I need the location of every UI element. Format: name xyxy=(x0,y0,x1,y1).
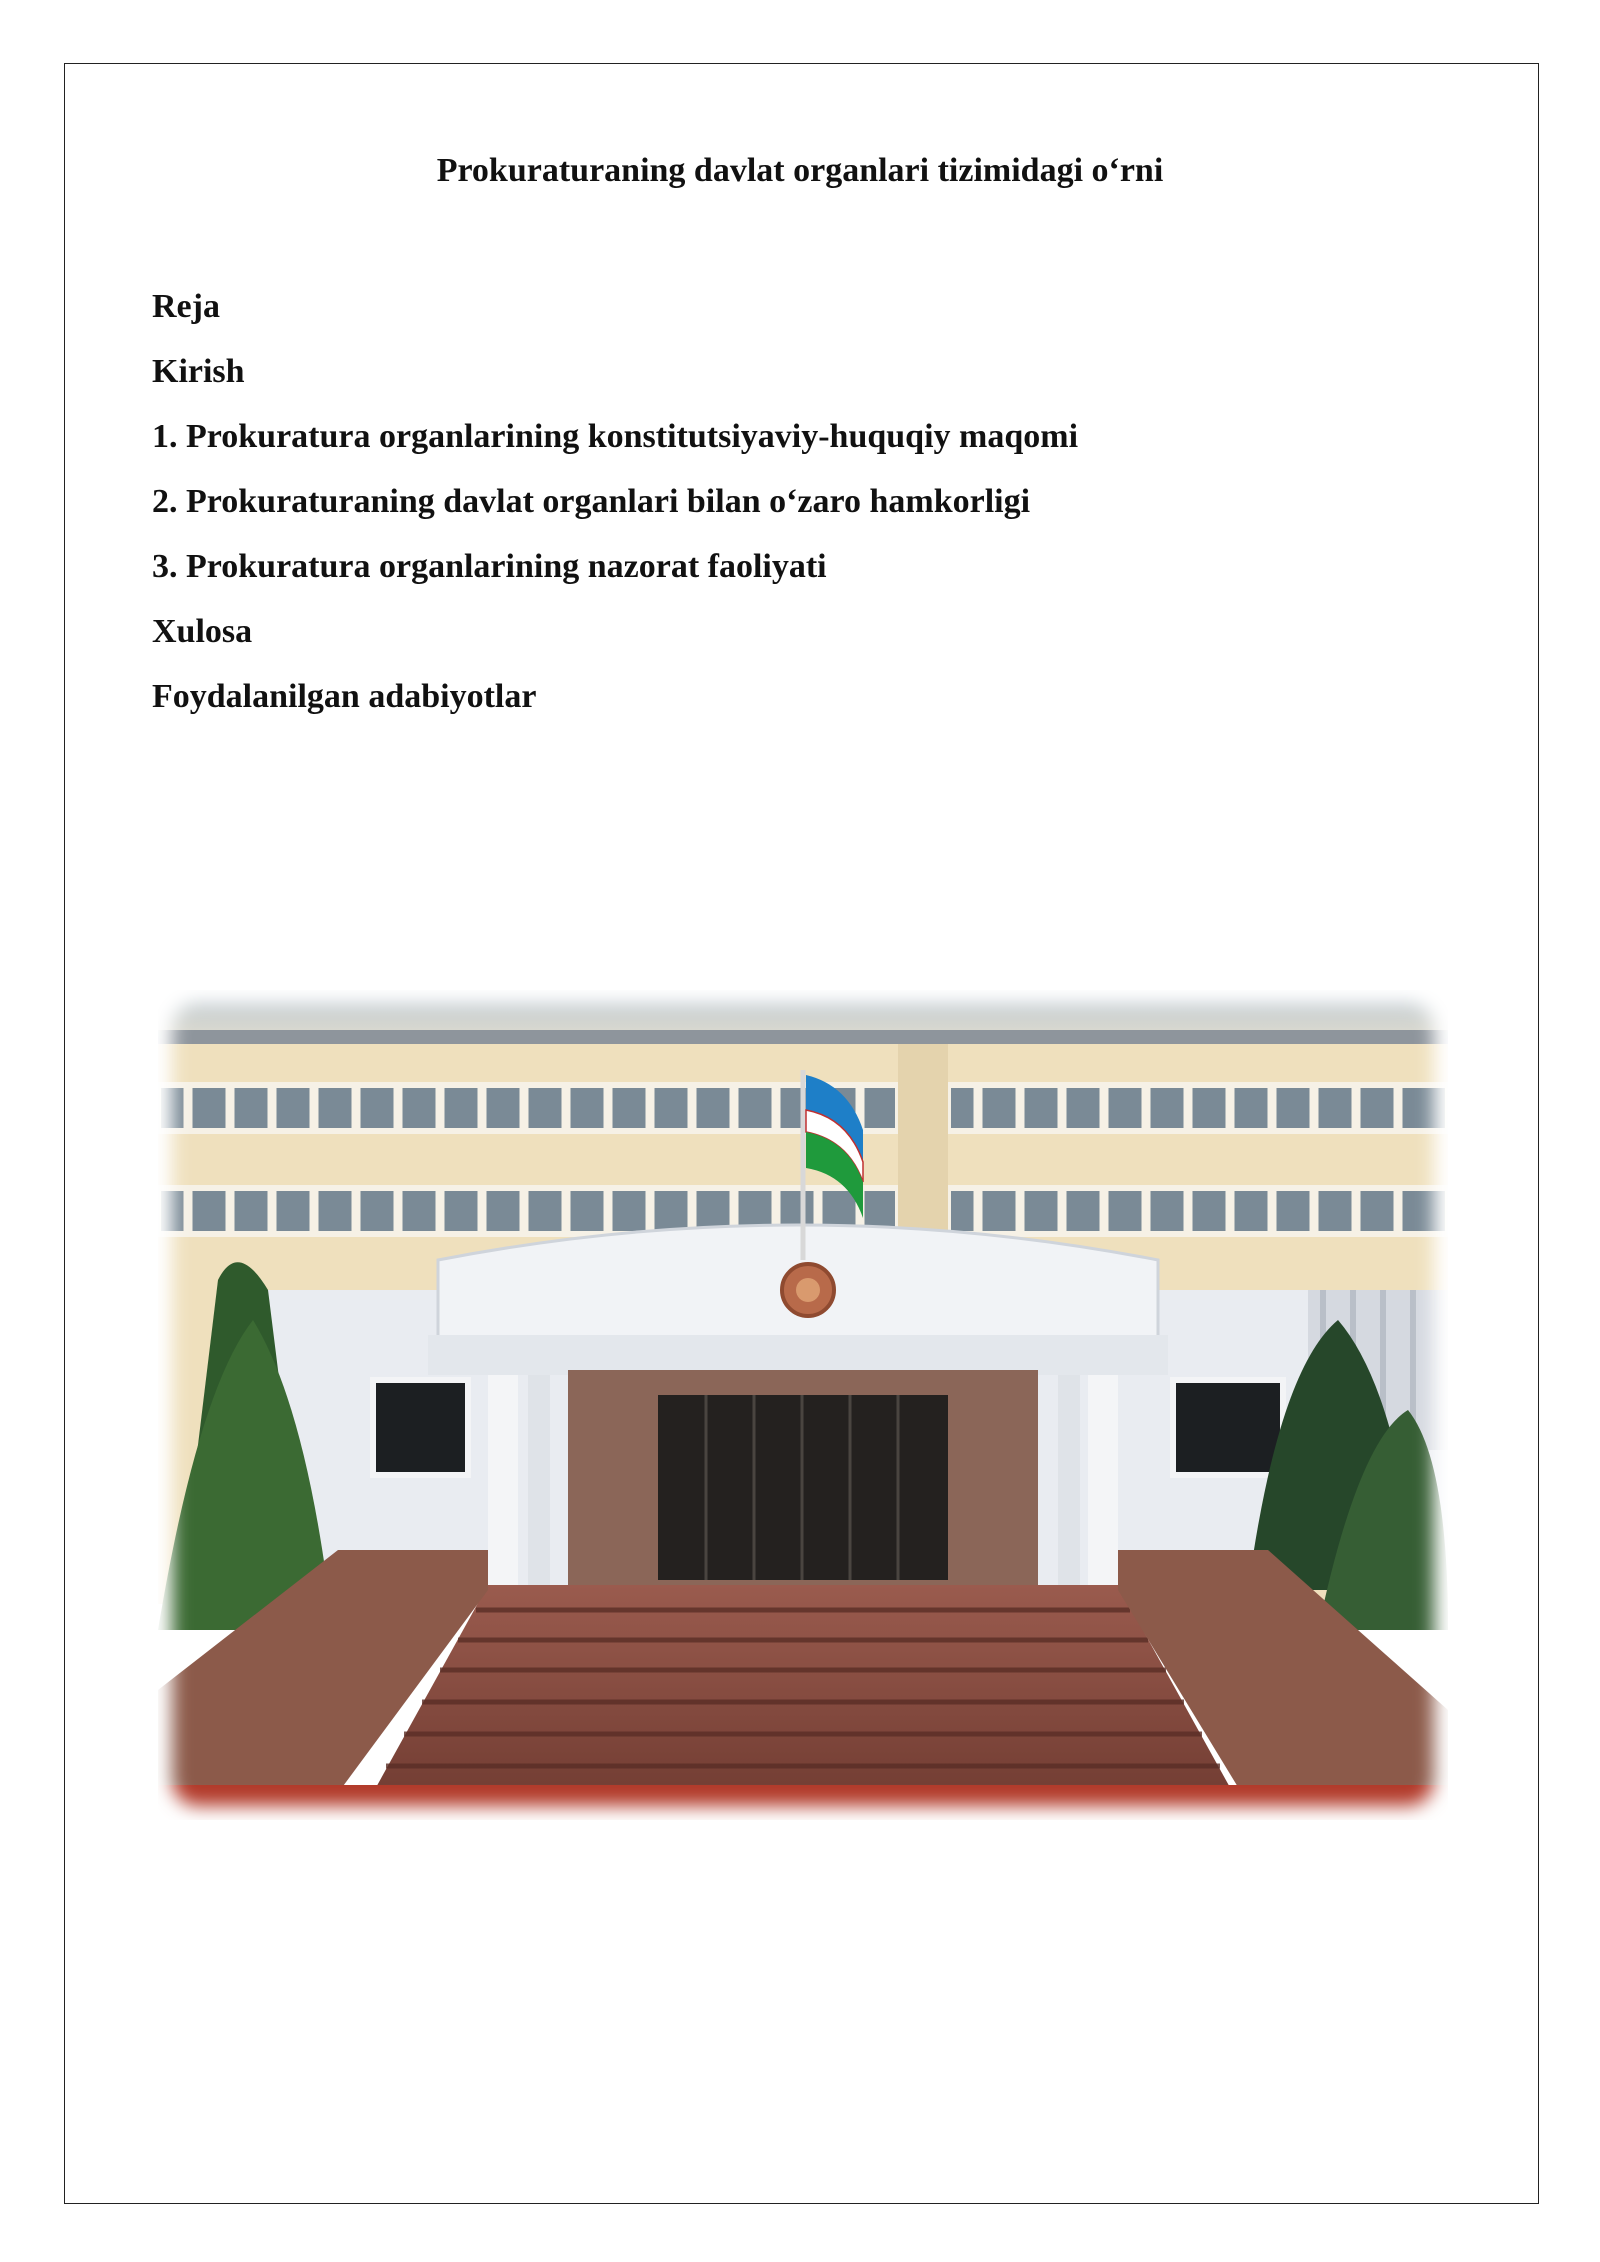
plan-item-intro: Kirish xyxy=(152,353,245,390)
plan-item-3: 3. Prokuratura organlarining nazorat faoliyati xyxy=(152,548,827,585)
plan-heading: Reja xyxy=(152,288,220,325)
plan-item-conclusion: Xulosa xyxy=(152,613,253,650)
plan-list xyxy=(152,280,1078,735)
building-photo xyxy=(158,990,1448,1820)
plan-item-references: Foydalanilgan adabiyotlar xyxy=(152,678,537,715)
plan-item-2: 2. Prokuraturaning davlat organlari bilan o‘zaro hamkorligi xyxy=(152,483,1031,520)
plan-item-1: 1. Prokuratura organlarining konstitutsiyaviy-huquqiy maqomi xyxy=(152,418,1079,455)
document-title: Prokuraturaning davlat organlari tizimidagi o‘rni xyxy=(436,152,1164,189)
